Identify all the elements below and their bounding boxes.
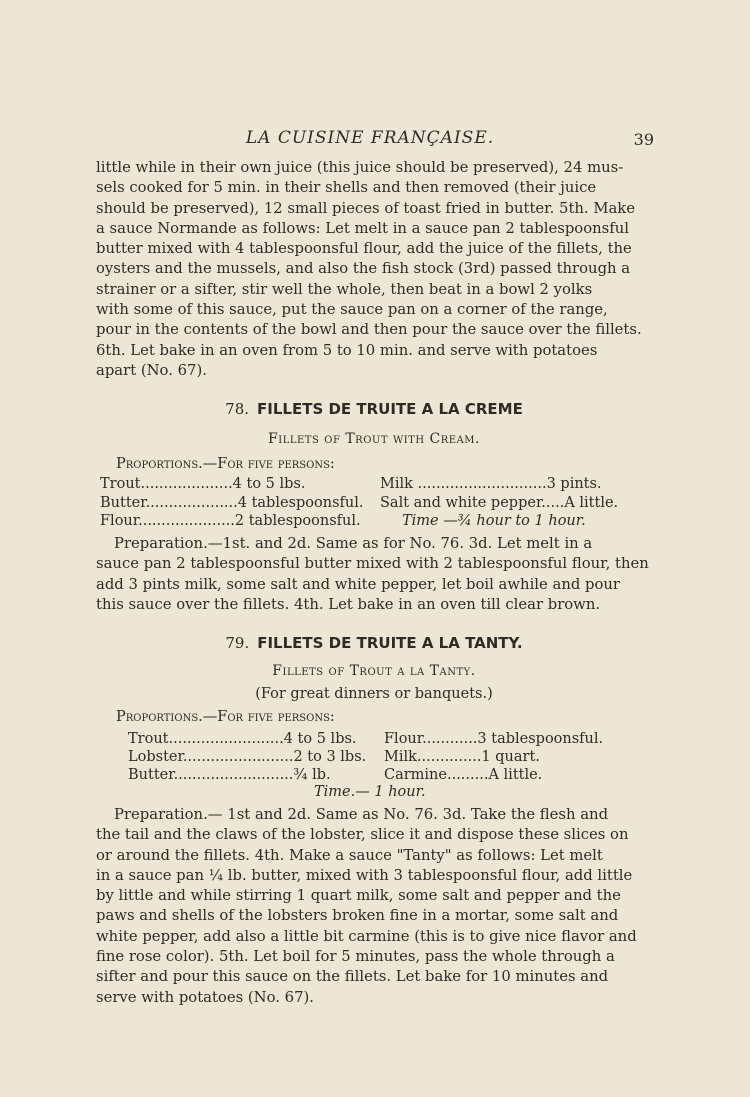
time-note: Time.— 1 hour. [314,784,426,800]
text-line: serve with potatoes (No. 67). [96,988,314,1006]
text-line: sauce pan 2 tablespoonsful butter mixed with 2 tablespoonsful flour, then [96,555,649,573]
text-line: butter mixed with 4 tablespoonsful flour, add the juice of the fillets, the [96,240,632,258]
ingredient-right: Milk..............1 quart. [384,749,540,765]
recipe-79-preparation [96,805,652,1008]
text-line: fine rose color). 5th. Let boil for 5 minutes, pass the whole through a [96,948,615,966]
recipe-title-text: FILLETS DE TRUITE A LA CREME [257,400,523,418]
recipe-79-note: (For great dinners or banquets.) [255,686,493,702]
text-line: little while in their own juice (this juice should be preserved), 24 mus- [96,159,624,176]
text-line: 6th. Let bake in an oven from 5 to 10 min. and serve with potatoes [96,341,598,359]
recipe-title-text: FILLETS DE TRUITE A LA TANTY. [257,634,523,652]
text-line: white pepper, add also a little bit carmine (this is to give nice flavor and [96,927,637,945]
time-note: Time —¾ hour to 1 hour. [402,513,586,529]
text-line: a sauce Normande as follows: Let melt in a sauce pan 2 tablespoonsful [96,219,629,237]
text-line: or around the fillets. 4th. Make a sauce "Tanty" as follows: Let melt [96,846,603,864]
text-line: sels cooked for 5 min. in their shells and then removed (their juice [96,179,597,197]
recipe-79-subtitle: Fillets of Trout a la Tanty. [272,663,476,679]
text-line: apart (No. 67). [96,361,207,379]
ingredient-left: Butter....................4 tablespoonsful. [100,495,364,511]
text-line: should be preserved), 12 small pieces of toast fried in butter. 5th. Make [96,199,636,217]
page-number: 39 [633,130,654,149]
text-line: paws and shells of the lobsters broken fine in a mortar, some salt and [96,907,619,925]
recipe-number: 79. [225,634,250,652]
ingredient-right: Carmine.........A little. [384,767,543,783]
continuation-paragraph [96,158,652,381]
ingredient-right: Milk ............................3 pints. [380,476,602,492]
ingredient-left: Lobster........................2 to 3 lbs. [128,749,367,765]
text-line: oysters and the mussels, and also the fish stock (3rd) passed through a [96,260,631,278]
recipe-78-preparation [96,534,652,615]
recipe-number: 78. [225,400,250,418]
ingredient-left: Trout....................4 to 5 lbs. [100,476,306,492]
text-line: strainer or a sifter, stir well the whole, then beat in a bowl 2 yolks [96,280,593,298]
recipe-78-title [96,400,652,418]
text-line: add 3 pints milk, some salt and white pepper, let boil awhile and pour [96,575,621,593]
text-line: by little and while stirring 1 quart milk, some salt and pepper and the [96,887,621,905]
page-header [0,128,750,152]
ingredient-left: Butter..........................¾ lb. [128,767,331,783]
ingredient-right: Flour............3 tablespoonsful. [384,731,604,747]
text-line: pour in the contents of the bowl and then pour the sauce over the fillets. [96,321,642,339]
text-line: this sauce over the fillets. 4th. Let bake in an oven till clear brown. [96,595,601,613]
running-title: LA CUISINE FRANÇAISE. [245,128,495,148]
text-line: sifter and pour this sauce on the fillets. Let bake for 10 minutes and [96,968,609,986]
text-line: in a sauce pan ¼ lb. butter, mixed with 3 tablespoonsful flour, add little [96,866,633,884]
ingredient-right: Salt and white pepper.....A little. [380,495,619,511]
ingredient-left: Trout.........................4 to 5 lbs. [128,731,357,747]
text-line: Preparation.— 1st and 2d. Same as No. 76. 3d. Take the flesh and [114,806,609,823]
recipe-78-proportions: Proportions.—For five persons: [116,456,335,472]
recipe-78-subtitle: Fillets of Trout with Cream. [268,431,480,447]
text-line: with some of this sauce, put the sauce pan on a corner of the range, [96,301,608,319]
recipe-79-title [96,634,652,652]
ingredient-left: Flour.....................2 tablespoonsful. [100,513,361,529]
recipe-79-proportions: Proportions.—For five persons: [116,709,335,725]
text-line: Preparation.—1st. and 2d. Same as for No. 76. 3d. Let melt in a [114,535,593,552]
text-line: the tail and the claws of the lobster, slice it and dispose these slices on [96,826,629,844]
